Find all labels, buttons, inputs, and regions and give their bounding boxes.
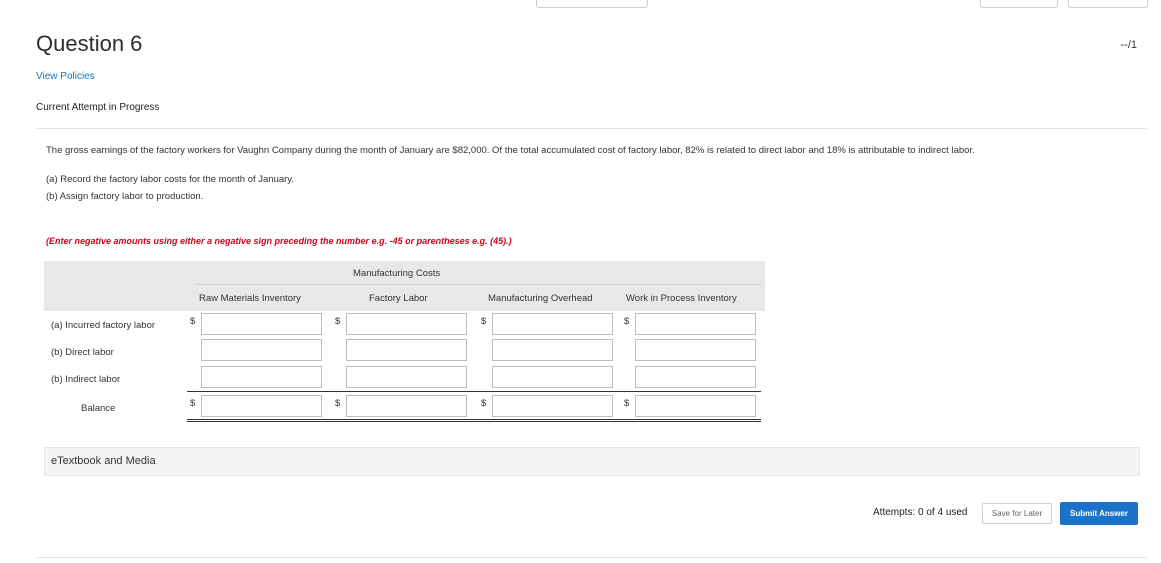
currency-symbol: $: [335, 398, 341, 409]
divider: [36, 557, 1147, 558]
submit-answer-button[interactable]: Submit Answer: [1060, 502, 1138, 525]
score: --/1: [1120, 39, 1137, 51]
page-title: Question 6: [36, 31, 143, 56]
divider: [36, 128, 1147, 129]
currency-symbol: $: [335, 316, 341, 327]
problem-text: The gross earnings of the factory workers for Vaughn Company during the month of January are $82,000. Of the total accumulated cost of factory labor, 82% is related to direct labor and 18% is attributable to indirect labor.: [46, 145, 975, 156]
input-indirect-raw-materials[interactable]: [201, 366, 322, 388]
row-label-balance: Balance: [81, 403, 116, 414]
column-header-raw-materials: Raw Materials Inventory: [199, 293, 301, 304]
input-direct-manufacturing-overhead[interactable]: [492, 339, 613, 361]
input-incurred-raw-materials[interactable]: [201, 313, 322, 335]
input-direct-factory-labor[interactable]: [346, 339, 467, 361]
input-incurred-factory-labor[interactable]: [346, 313, 467, 335]
currency-symbol: $: [190, 316, 196, 327]
column-header-work-in-process: Work in Process Inventory: [626, 293, 737, 304]
currency-symbol: $: [624, 398, 630, 409]
row-label-incurred-factory-labor: (a) Incurred factory labor: [51, 320, 156, 331]
save-for-later-button[interactable]: Save for Later: [982, 503, 1052, 524]
attempts-counter: Attempts: 0 of 4 used: [873, 507, 968, 518]
etextbook-media-label: eTextbook and Media: [51, 455, 156, 467]
double-underline-bottom: [187, 421, 761, 422]
input-direct-raw-materials[interactable]: [201, 339, 322, 361]
double-underline-top: [187, 419, 761, 420]
view-policies-link[interactable]: View Policies: [36, 71, 95, 82]
input-balance-manufacturing-overhead[interactable]: [492, 395, 613, 417]
column-header-manufacturing-overhead: Manufacturing Overhead: [488, 293, 593, 304]
group-header-underline: [196, 284, 761, 285]
input-balance-raw-materials[interactable]: [201, 395, 322, 417]
currency-symbol: $: [190, 398, 196, 409]
input-incurred-work-in-process[interactable]: [635, 313, 756, 335]
column-header-factory-labor: Factory Labor: [369, 293, 428, 304]
currency-symbol: $: [481, 398, 487, 409]
row-label-direct-labor: (b) Direct labor: [51, 347, 114, 358]
attempt-status: Current Attempt in Progress: [36, 102, 160, 113]
group-header-manufacturing-costs: Manufacturing Costs: [353, 268, 441, 279]
input-direct-work-in-process[interactable]: [635, 339, 756, 361]
input-balance-factory-labor[interactable]: [346, 395, 467, 417]
part-b-instruction: (b) Assign factory labor to production.: [46, 191, 204, 202]
negative-amount-note: (Enter negative amounts using either a negative sign preceding the number e.g. -45 or parentheses e.g. (45).): [46, 236, 512, 246]
currency-symbol: $: [481, 316, 487, 327]
input-indirect-factory-labor[interactable]: [346, 366, 467, 388]
part-a-instruction: (a) Record the factory labor costs for the month of January.: [46, 174, 294, 185]
input-indirect-manufacturing-overhead[interactable]: [492, 366, 613, 388]
etextbook-media-panel[interactable]: [44, 447, 1140, 476]
send-to-gradebook-button[interactable]: [536, 0, 648, 8]
row-label-indirect-labor: (b) Indirect labor: [51, 374, 121, 385]
currency-symbol: $: [624, 316, 630, 327]
input-incurred-manufacturing-overhead[interactable]: [492, 313, 613, 335]
previous-button[interactable]: [980, 0, 1058, 8]
next-button[interactable]: [1068, 0, 1148, 8]
sum-line: [187, 391, 761, 392]
input-balance-work-in-process[interactable]: [635, 395, 756, 417]
input-indirect-work-in-process[interactable]: [635, 366, 756, 388]
